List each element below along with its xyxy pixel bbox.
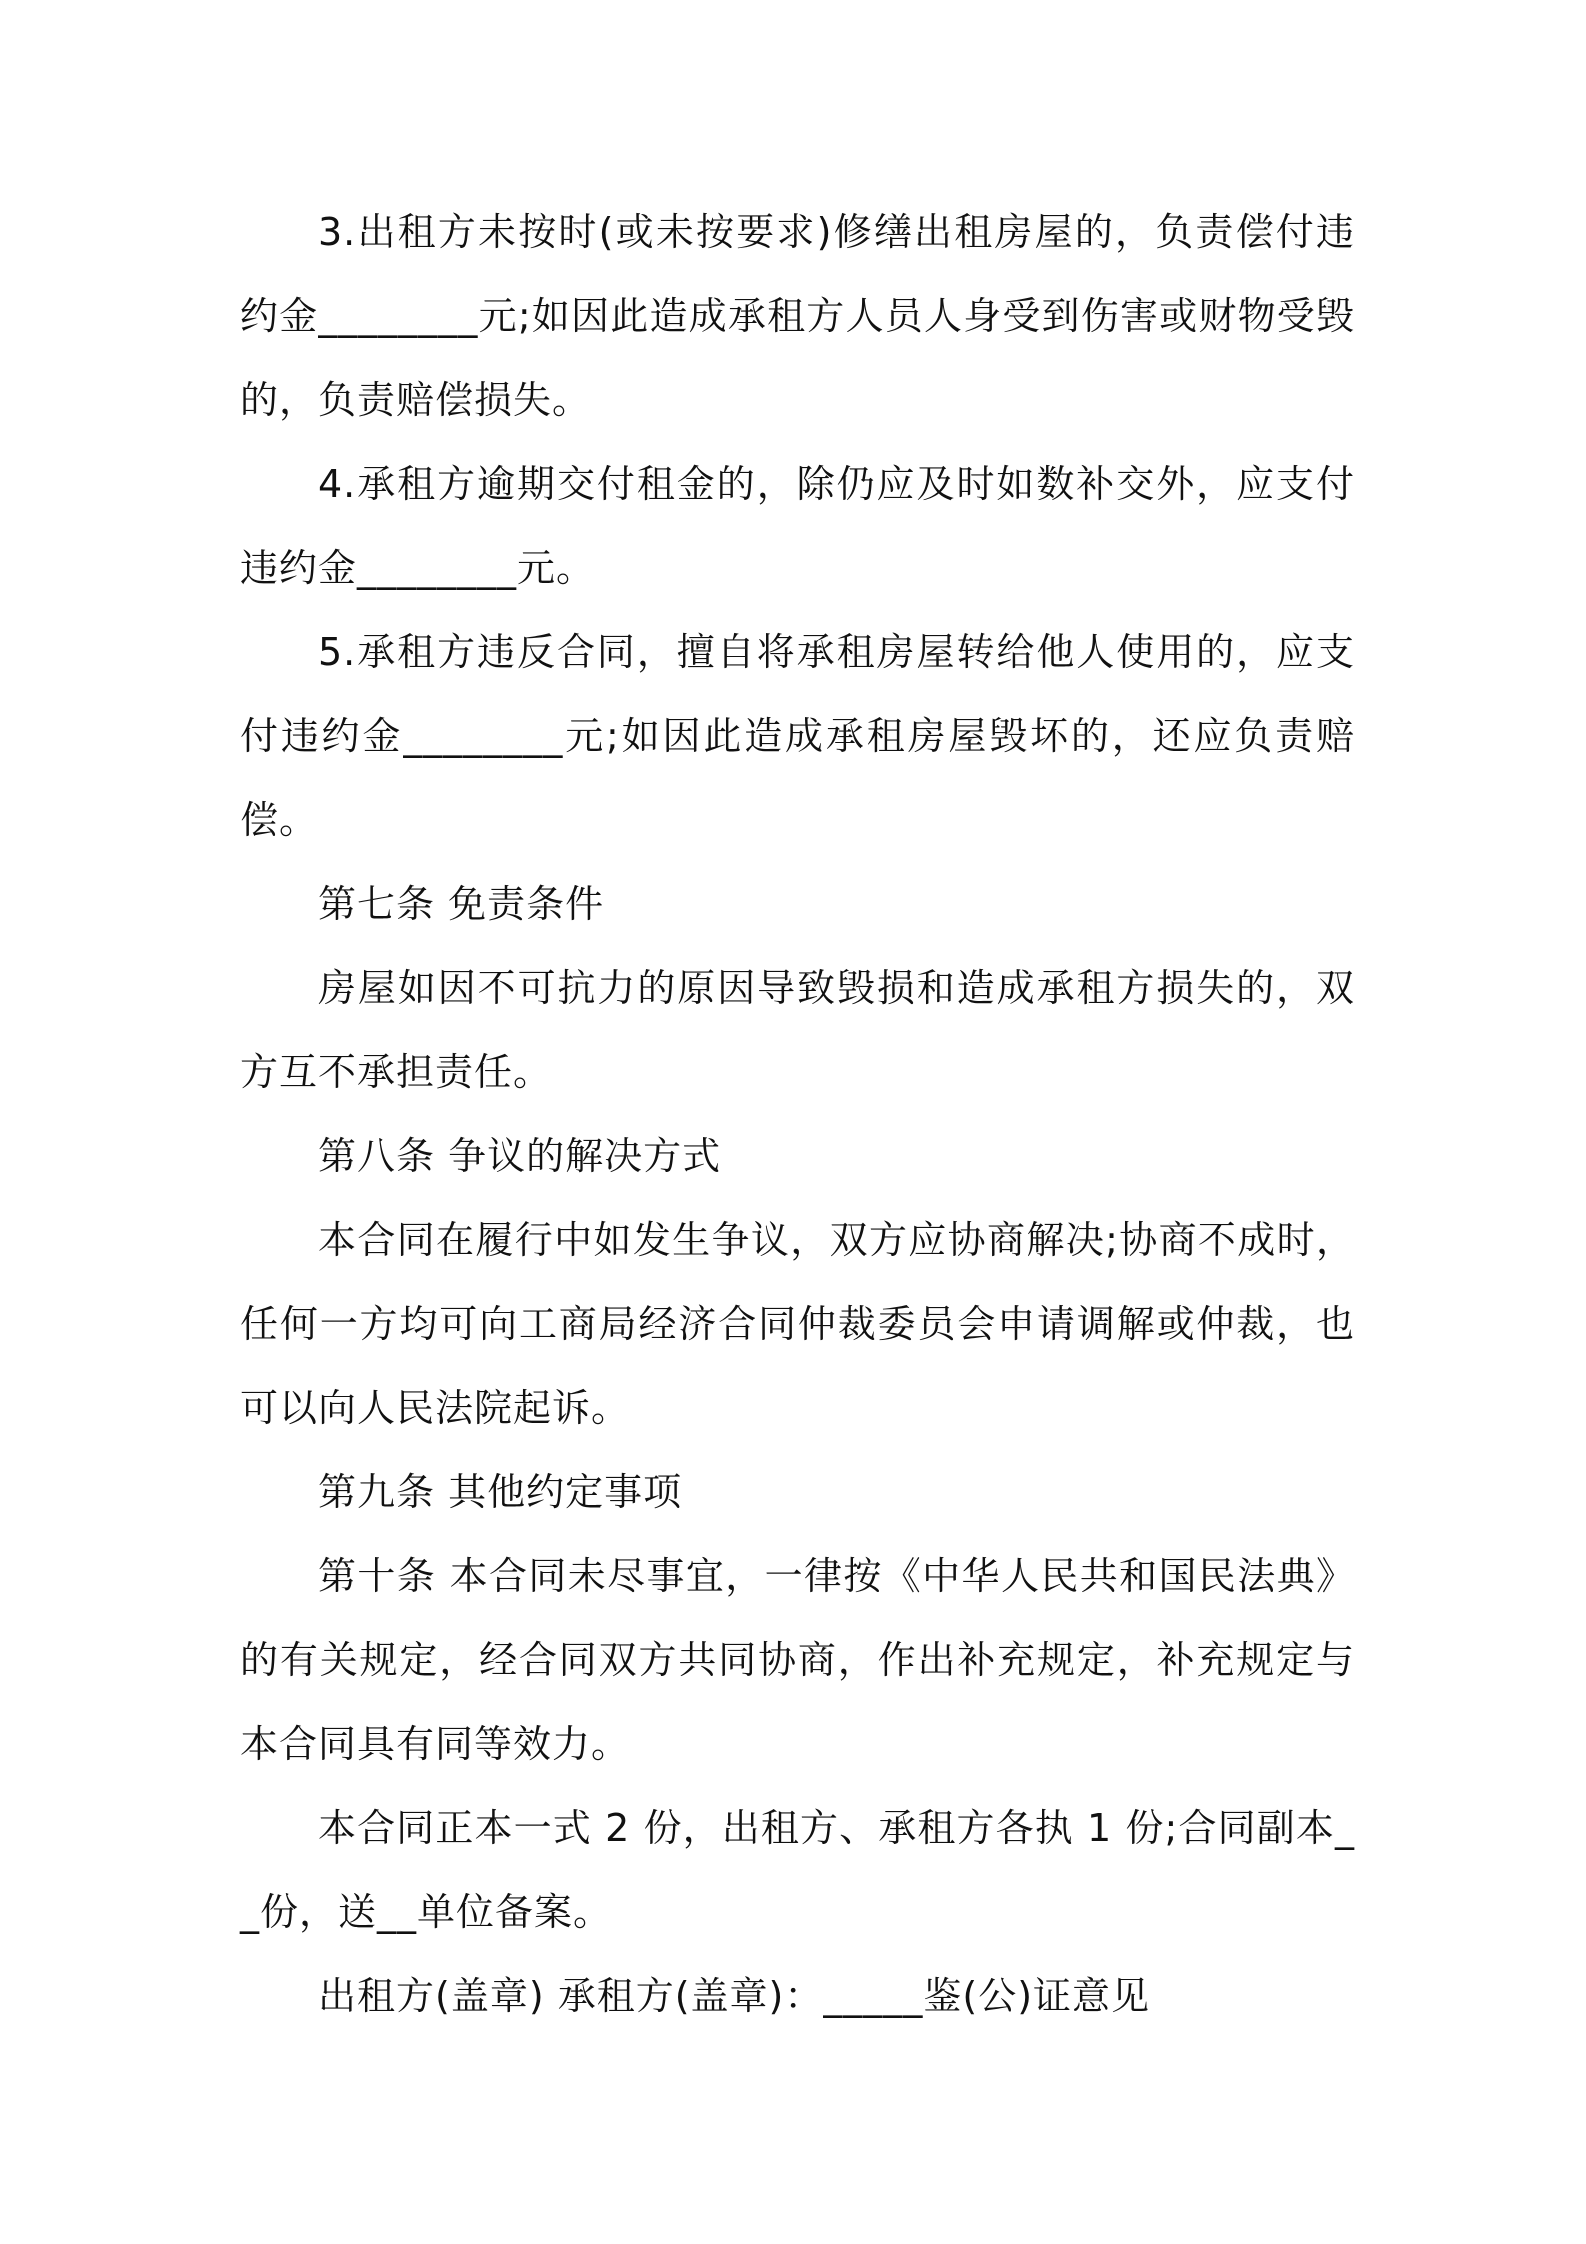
article-8-heading: 第八条 争议的解决方式: [318, 1134, 722, 1178]
penalty-clause-3: 3.出租方未按时(或未按要求)修缮出租房屋的，负责偿付违约金________元;如因此造成承租方人员人身受到伤害或财物受毁的，负责赔偿损失。: [240, 210, 1355, 422]
signature-line: 出租方(盖章) 承租方(盖章)：_____鉴(公)证意见: [318, 1974, 1151, 2018]
penalty-clause-5: 5.承租方违反合同，擅自将承租房屋转给他人使用的，应支付违约金________元;如因此造成承租房屋毁坏的，还应负责赔偿。: [240, 630, 1355, 842]
article-8-body: 本合同在履行中如发生争议，双方应协商解决;协商不成时，任何一方均可向工商局经济合同仲裁委员会申请调解或仲裁，也可以向人民法院起诉。: [240, 1218, 1355, 1430]
article-7-body: 房屋如因不可抗力的原因导致毁损和造成承租方损失的，双方互不承担责任。: [240, 966, 1355, 1094]
article-9-heading: 第九条 其他约定事项: [318, 1470, 683, 1514]
copies-clause: 本合同正本一式 2 份，出租方、承租方各执 1 份;合同副本__份，送__单位备案。: [240, 1806, 1355, 1934]
penalty-clause-4: 4.承租方逾期交付租金的，除仍应及时如数补交外，应支付违约金________元。: [240, 462, 1355, 590]
contract-body: [240, 190, 1355, 2038]
article-10-body: 第十条 本合同未尽事宜，一律按《中华人民共和国民法典》的有关规定，经合同双方共同协商，作出补充规定，补充规定与本合同具有同等效力。: [240, 1554, 1355, 1766]
article-7-heading: 第七条 免责条件: [318, 882, 605, 926]
